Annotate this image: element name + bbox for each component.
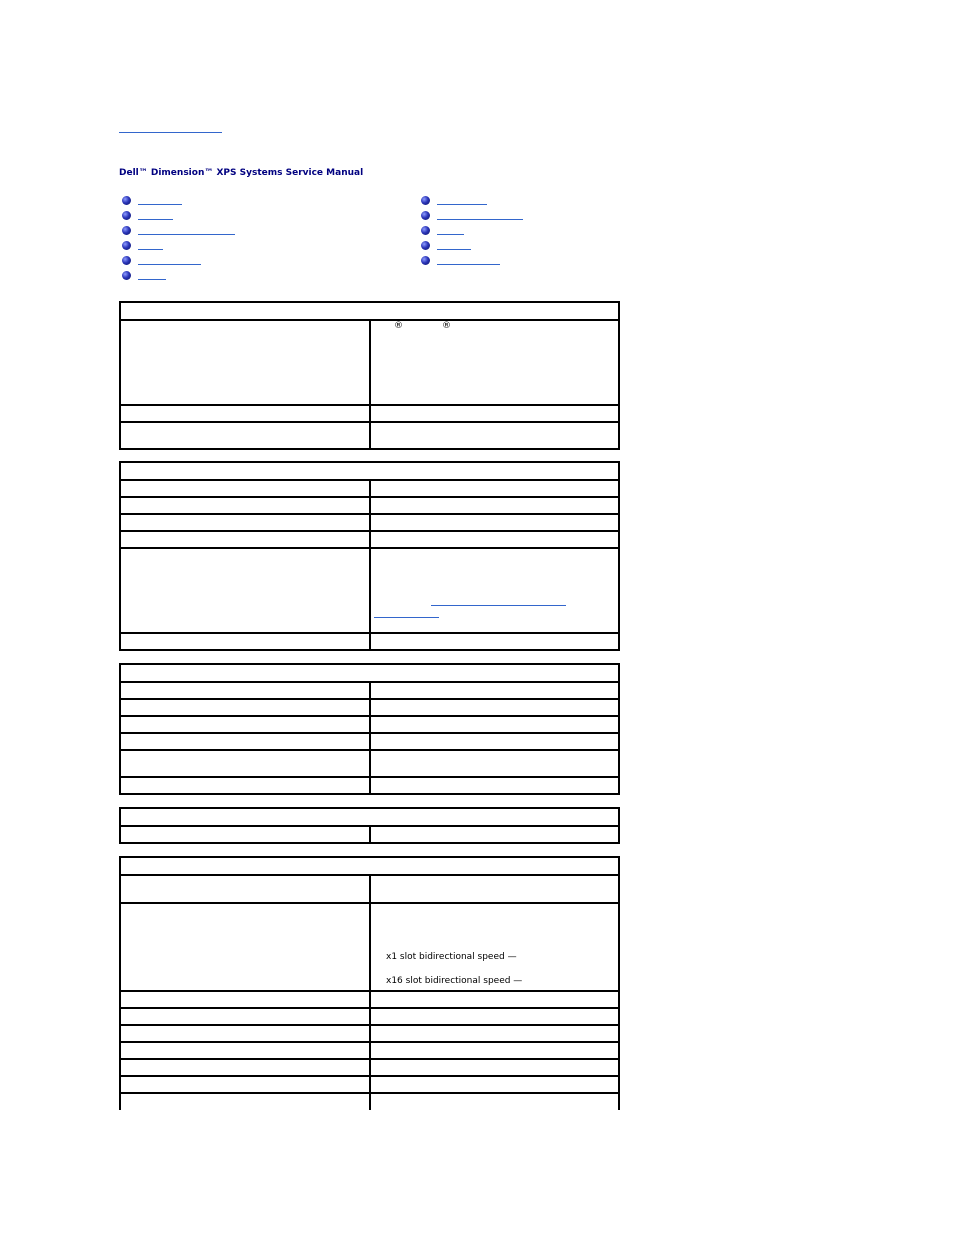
table-cell bbox=[370, 750, 620, 777]
table-cell bbox=[370, 405, 620, 422]
table-cell bbox=[370, 682, 620, 699]
table-cell bbox=[370, 1093, 620, 1110]
table-cell bbox=[120, 991, 370, 1008]
bullet-icon bbox=[421, 226, 430, 235]
toc-link[interactable] bbox=[138, 204, 182, 205]
table-cell bbox=[370, 548, 620, 633]
table-cell bbox=[120, 1059, 370, 1076]
table-cell bbox=[120, 699, 370, 716]
bullet-icon bbox=[122, 226, 131, 235]
table-cell bbox=[120, 480, 370, 497]
bullet-icon bbox=[421, 241, 430, 250]
table-cell bbox=[370, 777, 620, 794]
table-cell bbox=[120, 875, 370, 903]
bullet-icon bbox=[421, 196, 430, 205]
table-cell bbox=[120, 716, 370, 733]
table-cell bbox=[120, 826, 370, 843]
table-cell bbox=[370, 991, 620, 1008]
table-cell bbox=[120, 1008, 370, 1025]
x1-slot-speed-text: x1 slot bidirectional speed — bbox=[386, 952, 517, 962]
table-header bbox=[120, 462, 619, 480]
toc-link[interactable] bbox=[437, 264, 500, 265]
bullet-icon bbox=[421, 211, 430, 220]
table-cell bbox=[370, 480, 620, 497]
table-cell bbox=[120, 548, 370, 633]
toc-link[interactable] bbox=[138, 264, 201, 265]
expansion-bus-table bbox=[119, 856, 620, 1110]
table-cell bbox=[370, 422, 620, 449]
table-header bbox=[120, 302, 619, 320]
table-cell bbox=[370, 514, 620, 531]
table-cell bbox=[370, 531, 620, 548]
toc-link[interactable] bbox=[138, 279, 166, 280]
table-cell bbox=[370, 320, 620, 405]
x16-slot-speed-text: x16 slot bidirectional speed — bbox=[386, 976, 523, 986]
table-cell bbox=[370, 1076, 620, 1093]
table-cell bbox=[370, 716, 620, 733]
back-to-contents-link[interactable] bbox=[119, 121, 222, 133]
toc-link[interactable] bbox=[437, 249, 471, 250]
table-cell bbox=[120, 514, 370, 531]
toc-link[interactable] bbox=[138, 234, 235, 235]
table-cell bbox=[370, 1025, 620, 1042]
toc-link[interactable] bbox=[437, 204, 487, 205]
table-cell bbox=[370, 633, 620, 650]
table-cell bbox=[370, 699, 620, 716]
table-cell bbox=[120, 1042, 370, 1059]
memory-table bbox=[119, 461, 620, 651]
registered-mark: ® bbox=[394, 321, 403, 331]
table-cell bbox=[370, 1042, 620, 1059]
bullet-icon bbox=[122, 196, 131, 205]
table-cell bbox=[120, 1025, 370, 1042]
table-cell bbox=[120, 733, 370, 750]
table-cell bbox=[120, 682, 370, 699]
table-cell bbox=[120, 497, 370, 514]
bullet-icon bbox=[122, 241, 131, 250]
table-cell bbox=[120, 777, 370, 794]
toc-link[interactable] bbox=[437, 219, 523, 220]
table-cell bbox=[120, 1093, 370, 1110]
table-cell bbox=[370, 497, 620, 514]
table-cell bbox=[370, 1059, 620, 1076]
table-cell bbox=[370, 1008, 620, 1025]
toc-link[interactable] bbox=[437, 234, 464, 235]
table-header bbox=[120, 808, 619, 826]
table-header bbox=[120, 664, 619, 682]
table-cell bbox=[120, 405, 370, 422]
table-cell bbox=[120, 633, 370, 650]
table-cell bbox=[370, 826, 620, 843]
table-cell bbox=[120, 422, 370, 449]
inline-link[interactable] bbox=[374, 617, 439, 618]
toc-link[interactable] bbox=[138, 249, 163, 250]
bullet-icon bbox=[421, 256, 430, 265]
table-cell bbox=[120, 903, 370, 991]
bullet-icon bbox=[122, 271, 131, 280]
computer-information-table bbox=[119, 663, 620, 795]
table-cell bbox=[120, 320, 370, 405]
bullet-icon bbox=[122, 211, 131, 220]
processor-table bbox=[119, 301, 620, 450]
page-title: Dell™ Dimension™ XPS Systems Service Manual bbox=[119, 168, 364, 178]
toc-link[interactable] bbox=[138, 219, 173, 220]
table-cell bbox=[120, 1076, 370, 1093]
table-cell bbox=[120, 531, 370, 548]
table-cell bbox=[370, 875, 620, 903]
inline-link[interactable] bbox=[431, 605, 566, 606]
table-cell bbox=[370, 733, 620, 750]
table-cell bbox=[120, 750, 370, 777]
video-table bbox=[119, 807, 620, 844]
table-header bbox=[120, 857, 619, 875]
registered-mark: ® bbox=[442, 321, 451, 331]
bullet-icon bbox=[122, 256, 131, 265]
